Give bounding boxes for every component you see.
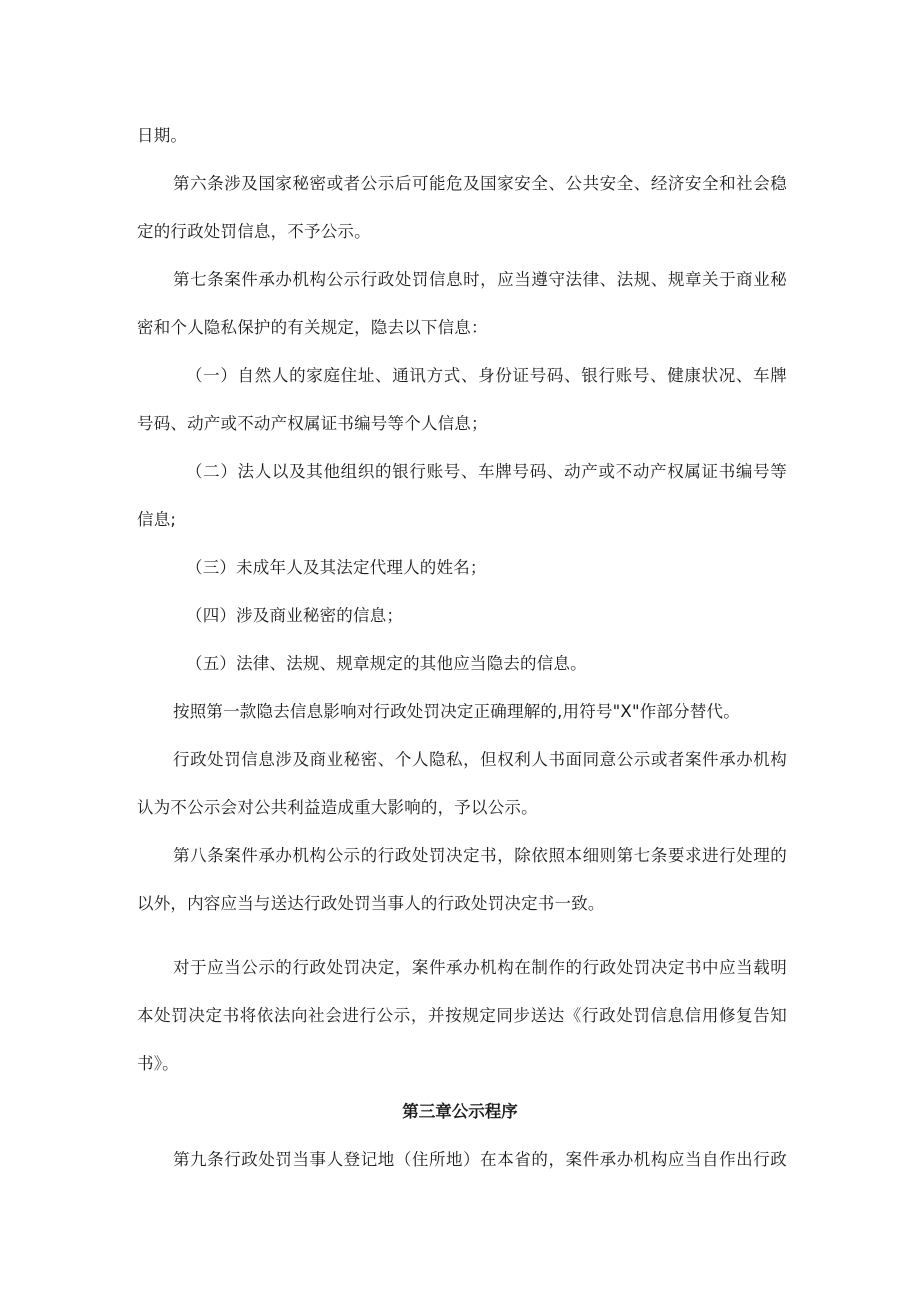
privacy-exception-line-2: 认为不公示会对公共利益造成重大影响的，予以公示。 <box>137 798 538 817</box>
item-1-line-1: （一）自然人的家庭住址、通讯方式、身份证号码、银行账号、健康状况、车牌 <box>186 366 787 385</box>
article-8-line-1: 第八条案件承办机构公示的行政处罚决定书，除依照本细则第七条要求进行处理的 <box>173 846 787 865</box>
notice-line-2: 本处罚决定书将依法向社会进行公示，并按规定同步送达《行政处罚信息信用修复告知 <box>137 1006 787 1025</box>
notice-line-3: 书》。 <box>137 1054 179 1073</box>
item-3: （三）未成年人及其法定代理人的姓名； <box>186 558 487 577</box>
item-2-line-2: 信息; <box>137 510 177 529</box>
chapter-heading: 第三章公示程序 <box>402 1102 518 1121</box>
item-4: （四）涉及商业秘密的信息； <box>186 606 404 625</box>
article-9-line-1: 第九条行政处罚当事人登记地（住所地）在本省的，案件承办机构应当自作出行政 <box>173 1150 787 1169</box>
article-6-line-1: 第六条涉及国家秘密或者公示后可能危及国家安全、公共安全、经济安全和社会稳 <box>173 174 787 193</box>
item-2-line-1: （二）法人以及其他组织的银行账号、车牌号码、动产或不动产权属证书编号等 <box>186 462 787 481</box>
privacy-exception-line-1: 行政处罚信息涉及商业秘密、个人隐私，但权利人书面同意公示或者案件承办机构 <box>173 750 787 769</box>
item-5: （五）法律、法规、规章规定的其他应当隐去的信息。 <box>186 654 587 673</box>
notice-line-1: 对于应当公示的行政处罚决定，案件承办机构在制作的行政处罚决定书中应当载明 <box>173 958 787 977</box>
item-1-line-2: 号码、动产或不动产权属证书编号等个人信息； <box>137 414 488 433</box>
article-7-line-2: 密和个人隐私保护的有关规定，隐去以下信息： <box>137 318 488 337</box>
text-line: 日期。 <box>137 126 188 145</box>
redaction-rule: 按照第一款隐去信息影响对行政处罚决定正确理解的,用符号"X"作部分替代。 <box>173 702 740 721</box>
article-8-line-2: 以外，内容应当与送达行政处罚当事人的行政处罚决定书一致。 <box>137 894 605 913</box>
article-6-line-2: 定的行政处罚信息，不予公示。 <box>137 222 371 241</box>
article-7-line-1: 第七条案件承办机构公示行政处罚信息时，应当遵守法律、法规、规章关于商业秘 <box>173 270 787 289</box>
